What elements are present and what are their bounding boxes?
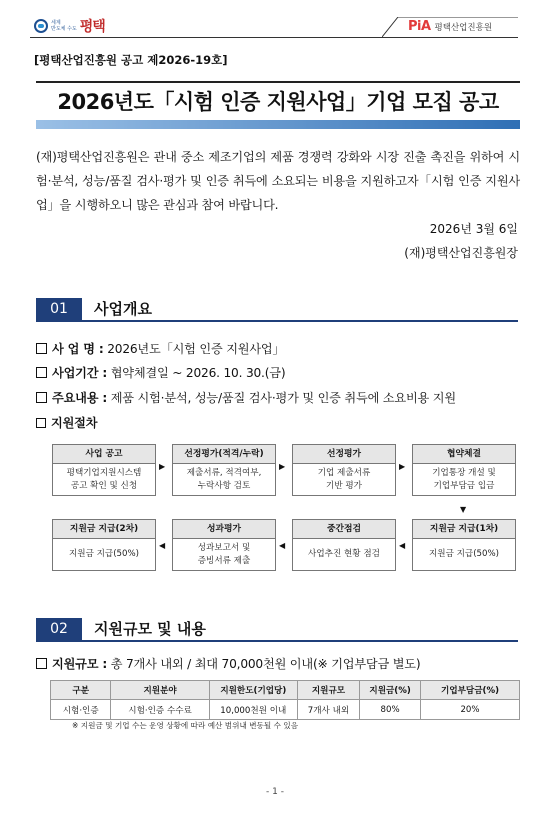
flow-step-interim-check: 중간점검 사업추진 현황 점검 — [292, 519, 396, 571]
table-header-cell: 지원한도(기업당) — [209, 681, 297, 700]
section-number: 02 — [36, 618, 82, 640]
overview-item-content: 주요내용 : 제품 시험·분석, 성능/품질 검사·평가 및 인증 취득에 소요비용 지원 — [36, 389, 456, 406]
notice-date: 2026년 3월 6일 — [429, 222, 518, 236]
arrow-right-icon: ▶ — [399, 462, 406, 471]
issuer: (재)평택산업진흥원장 — [404, 246, 518, 260]
overview-item-period: 사업기간 : 협약체결일 ~ 2026. 10. 30.(금) — [36, 364, 285, 381]
checkbox-bullet-icon — [36, 343, 47, 354]
flow-step-payment-1: 지원금 지급(1차) 지원금 지급(50%) — [412, 519, 516, 571]
table-row — [51, 700, 520, 720]
flow-step-performance: 성과평가 성과보고서 및 증빙서류 제출 — [172, 519, 276, 571]
table-cell: 시험·인증 — [51, 700, 111, 720]
arrow-right-icon: ▶ — [159, 462, 166, 471]
city-logo-name: 평택 — [79, 19, 105, 35]
table-header-cell: 지원규모 — [297, 681, 359, 700]
title-gradient-bar — [36, 120, 520, 129]
section-number: 01 — [36, 298, 82, 320]
document-title: 2026년도「시험 인증 지원사업」기업 모집 공고 — [57, 90, 499, 114]
table-cell: 10,000천원 이내 — [209, 700, 297, 720]
table-header-cell: 지원분야 — [111, 681, 209, 700]
city-logo — [34, 16, 105, 36]
section-title: 지원규모 및 내용 — [94, 620, 206, 638]
org-logo — [408, 19, 492, 34]
flow-step-selection-review: 선정평가 기업 제출서류 기반 평가 — [292, 444, 396, 496]
header-divider — [30, 37, 518, 38]
city-seal-icon — [34, 19, 48, 33]
overview-item-procedure: 지원절차 — [36, 414, 97, 431]
support-table — [50, 680, 520, 720]
arrow-left-icon: ◀ — [279, 541, 286, 550]
arrow-down-icon: ▼ — [460, 505, 467, 514]
checkbox-bullet-icon — [36, 392, 47, 403]
flow-step-announcement: 사업 공고 평택기업지원시스템 공고 확인 및 신청 — [52, 444, 156, 496]
arrow-right-icon: ▶ — [279, 462, 286, 471]
city-logo-slogan-2: 반도체 수도 — [51, 26, 77, 32]
scale-item: 지원규모 : 총 7개사 내외 / 최대 70,000천원 이내(※ 기업부담금 별도) — [36, 655, 420, 672]
section-scale-header — [36, 618, 518, 642]
table-footnote: ※ 지원금 및 기업 수는 운영 상황에 따라 예산 범위내 변동될 수 있음 — [72, 721, 299, 730]
title-top-rule — [36, 81, 520, 83]
table-cell: 20% — [421, 700, 520, 720]
table-cell: 80% — [360, 700, 421, 720]
arrow-left-icon: ◀ — [159, 541, 166, 550]
org-logo-text: 평택산업진흥원 — [434, 22, 493, 33]
section-title: 사업개요 — [94, 300, 152, 318]
org-logo-mark: PiA — [408, 19, 431, 34]
table-cell: 7개사 내외 — [297, 700, 359, 720]
flow-step-agreement: 협약체결 기업통장 개설 및 기업부담금 입금 — [412, 444, 516, 496]
checkbox-bullet-icon — [36, 658, 47, 669]
table-cell: 시험·인증 수수료 — [111, 700, 209, 720]
table-header-cell: 기업부담금(%) — [421, 681, 520, 700]
overview-item-name: 사 업 명 : 2026년도「시험 인증 지원사업」 — [36, 340, 285, 357]
notice-number: [평택산업진흥원 공고 제2026-19호] — [34, 53, 228, 67]
intro-paragraph: (재)평택산업진흥원은 관내 중소 제조기업의 제품 경쟁력 강화와 시장 진출 촉진을 위하여 시험·분석, 성능/품질 검사·평가 및 인증 취득에 소요되는 비용을 지원하고자「시험 인증 지원사업」을 시행하오니 많은 관심과 참여 바랍니다. — [36, 150, 520, 212]
flow-step-payment-2: 지원금 지급(2차) 지원금 지급(50%) — [52, 519, 156, 571]
arrow-left-icon: ◀ — [399, 541, 406, 550]
city-logo-slogan-1: 세계 — [51, 20, 61, 26]
table-header-row — [51, 681, 520, 700]
checkbox-bullet-icon — [36, 367, 47, 378]
table-header-cell: 지원금(%) — [360, 681, 421, 700]
checkbox-bullet-icon — [36, 418, 46, 428]
flow-step-eligibility-review: 선정평가(적격/누락) 제출서류, 적격여부, 누락사항 검토 — [172, 444, 276, 496]
page-number: - 1 - — [266, 787, 284, 797]
table-header-cell: 구분 — [51, 681, 111, 700]
section-overview-header — [36, 298, 518, 322]
